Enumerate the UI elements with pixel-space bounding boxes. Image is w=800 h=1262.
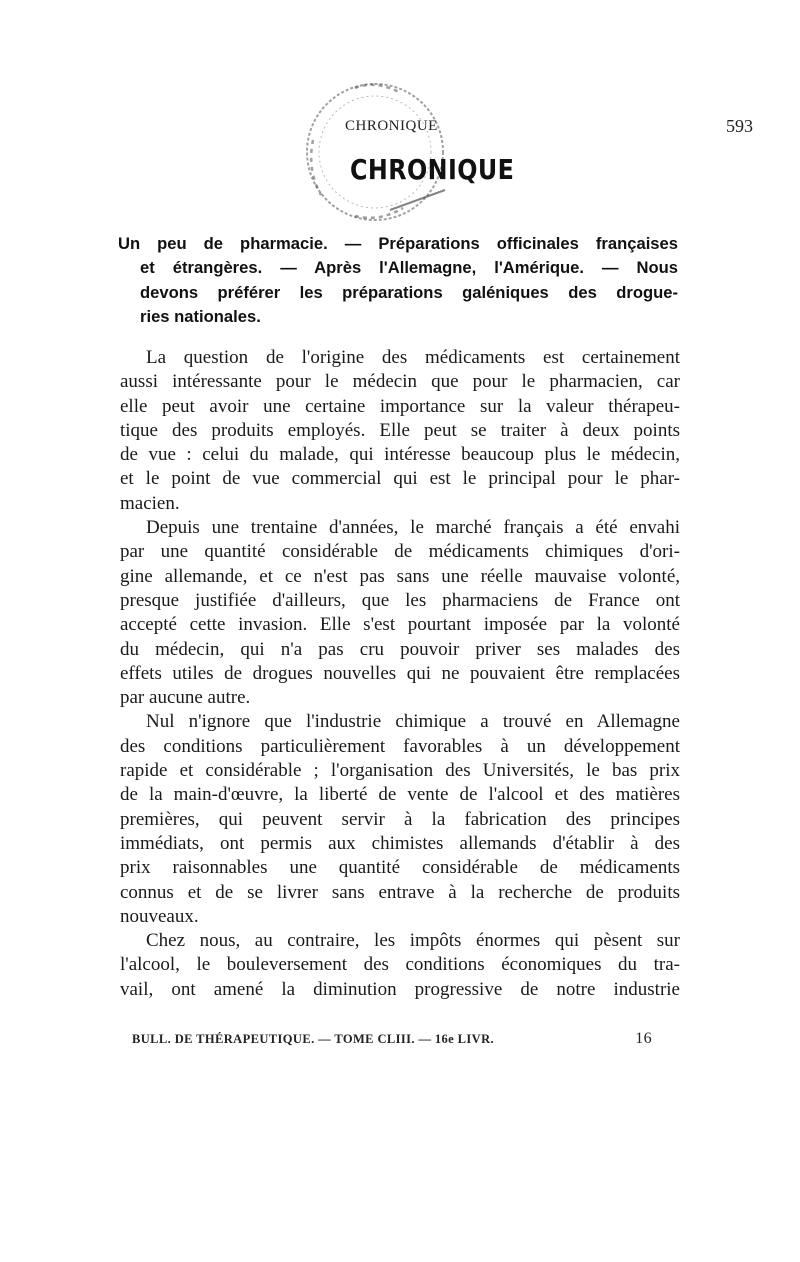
body-line: tique des produits employés. Elle peut se traiter à deux points — [120, 419, 680, 441]
summary-line: ries nationales. — [140, 306, 261, 326]
body-line: l'alcool, le bouleversement des conditions économiques du tra- — [120, 954, 680, 976]
body-line: accepté cette invasion. Elle s'est pourtant imposée par la volonté — [120, 614, 680, 636]
body-line: immédiats, ont permis aux chimistes allemands d'établir à des — [120, 832, 680, 854]
body-line: par aucune autre. — [120, 687, 251, 709]
section-heading: CHRONIQUE — [350, 153, 515, 186]
body-line: vail, ont amené la diminution progressive de notre industrie — [120, 978, 680, 1000]
library-stamp — [295, 70, 455, 230]
body-line: de la main-d'œuvre, la liberté de vente de l'alcool et des matières — [120, 784, 680, 806]
body-line: Chez nous, au contraire, les impôts énormes qui pèsent sur — [146, 930, 680, 952]
summary-line: et étrangères. — Après l'Allemagne, l'Amérique. — Nous — [140, 258, 678, 278]
body-line: Depuis une trentaine d'années, le marché français a été envahi — [146, 517, 680, 539]
body-line: connus et de se livrer sans entrave à la recherche de produits — [120, 881, 680, 903]
body-line: prix raisonnables une quantité considérable de médicaments — [120, 857, 680, 879]
body-line: par une quantité considérable de médicaments chimiques d'ori- — [120, 541, 680, 563]
body-line: gine allemande, et ce n'est pas sans une réelle mauvaise volonté, — [120, 565, 680, 587]
body-line: macien. — [120, 492, 180, 514]
body-line: premières, qui peuvent servir à la fabrication des principes — [120, 808, 680, 830]
body-line: presque justifiée d'ailleurs, que les pharmaciens de France ont — [120, 589, 680, 611]
footer-journal-reference: BULL. DE THÉRAPEUTIQUE. — TOME CLIII. — 16e LIVR. — [132, 1032, 495, 1046]
body-line: effets utiles de drogues nouvelles qui ne pouvaient être remplacées — [120, 662, 680, 684]
article-summary — [118, 232, 678, 329]
body-line: du médecin, qui n'a pas cru pouvoir priver ses malades des — [120, 638, 680, 660]
summary-line: Un peu de pharmacie. — Préparations officinales françaises — [118, 234, 678, 253]
body-line: Nul n'ignore que l'industrie chimique a trouvé en Allemagne — [146, 711, 680, 733]
body-line: nouveaux. — [120, 905, 199, 927]
body-line: des conditions particulièrement favorables à un développement — [120, 735, 680, 757]
running-head: CHRONIQUE — [345, 118, 438, 134]
footer-signature-number: 16 — [635, 1030, 652, 1047]
article-body — [120, 346, 680, 1002]
body-line: La question de l'origine des médicaments est certainement — [146, 347, 680, 368]
body-line: de vue : celui du malade, qui intéresse beaucoup plus le médecin, — [120, 444, 680, 466]
page-number: 593 — [726, 116, 753, 136]
summary-line: devons préférer les préparations galéniques des drogue- — [140, 282, 678, 302]
body-line: elle peut avoir une certaine importance sur la valeur thérapeu- — [120, 395, 680, 417]
body-line: et le point de vue commercial qui est le principal pour le phar- — [120, 468, 680, 490]
body-line: rapide et considérable ; l'organisation des Universités, le bas prix — [120, 760, 680, 782]
body-line: aussi intéressante pour le médecin que pour le pharmacien, car — [120, 371, 680, 393]
page-footer — [132, 1030, 652, 1048]
